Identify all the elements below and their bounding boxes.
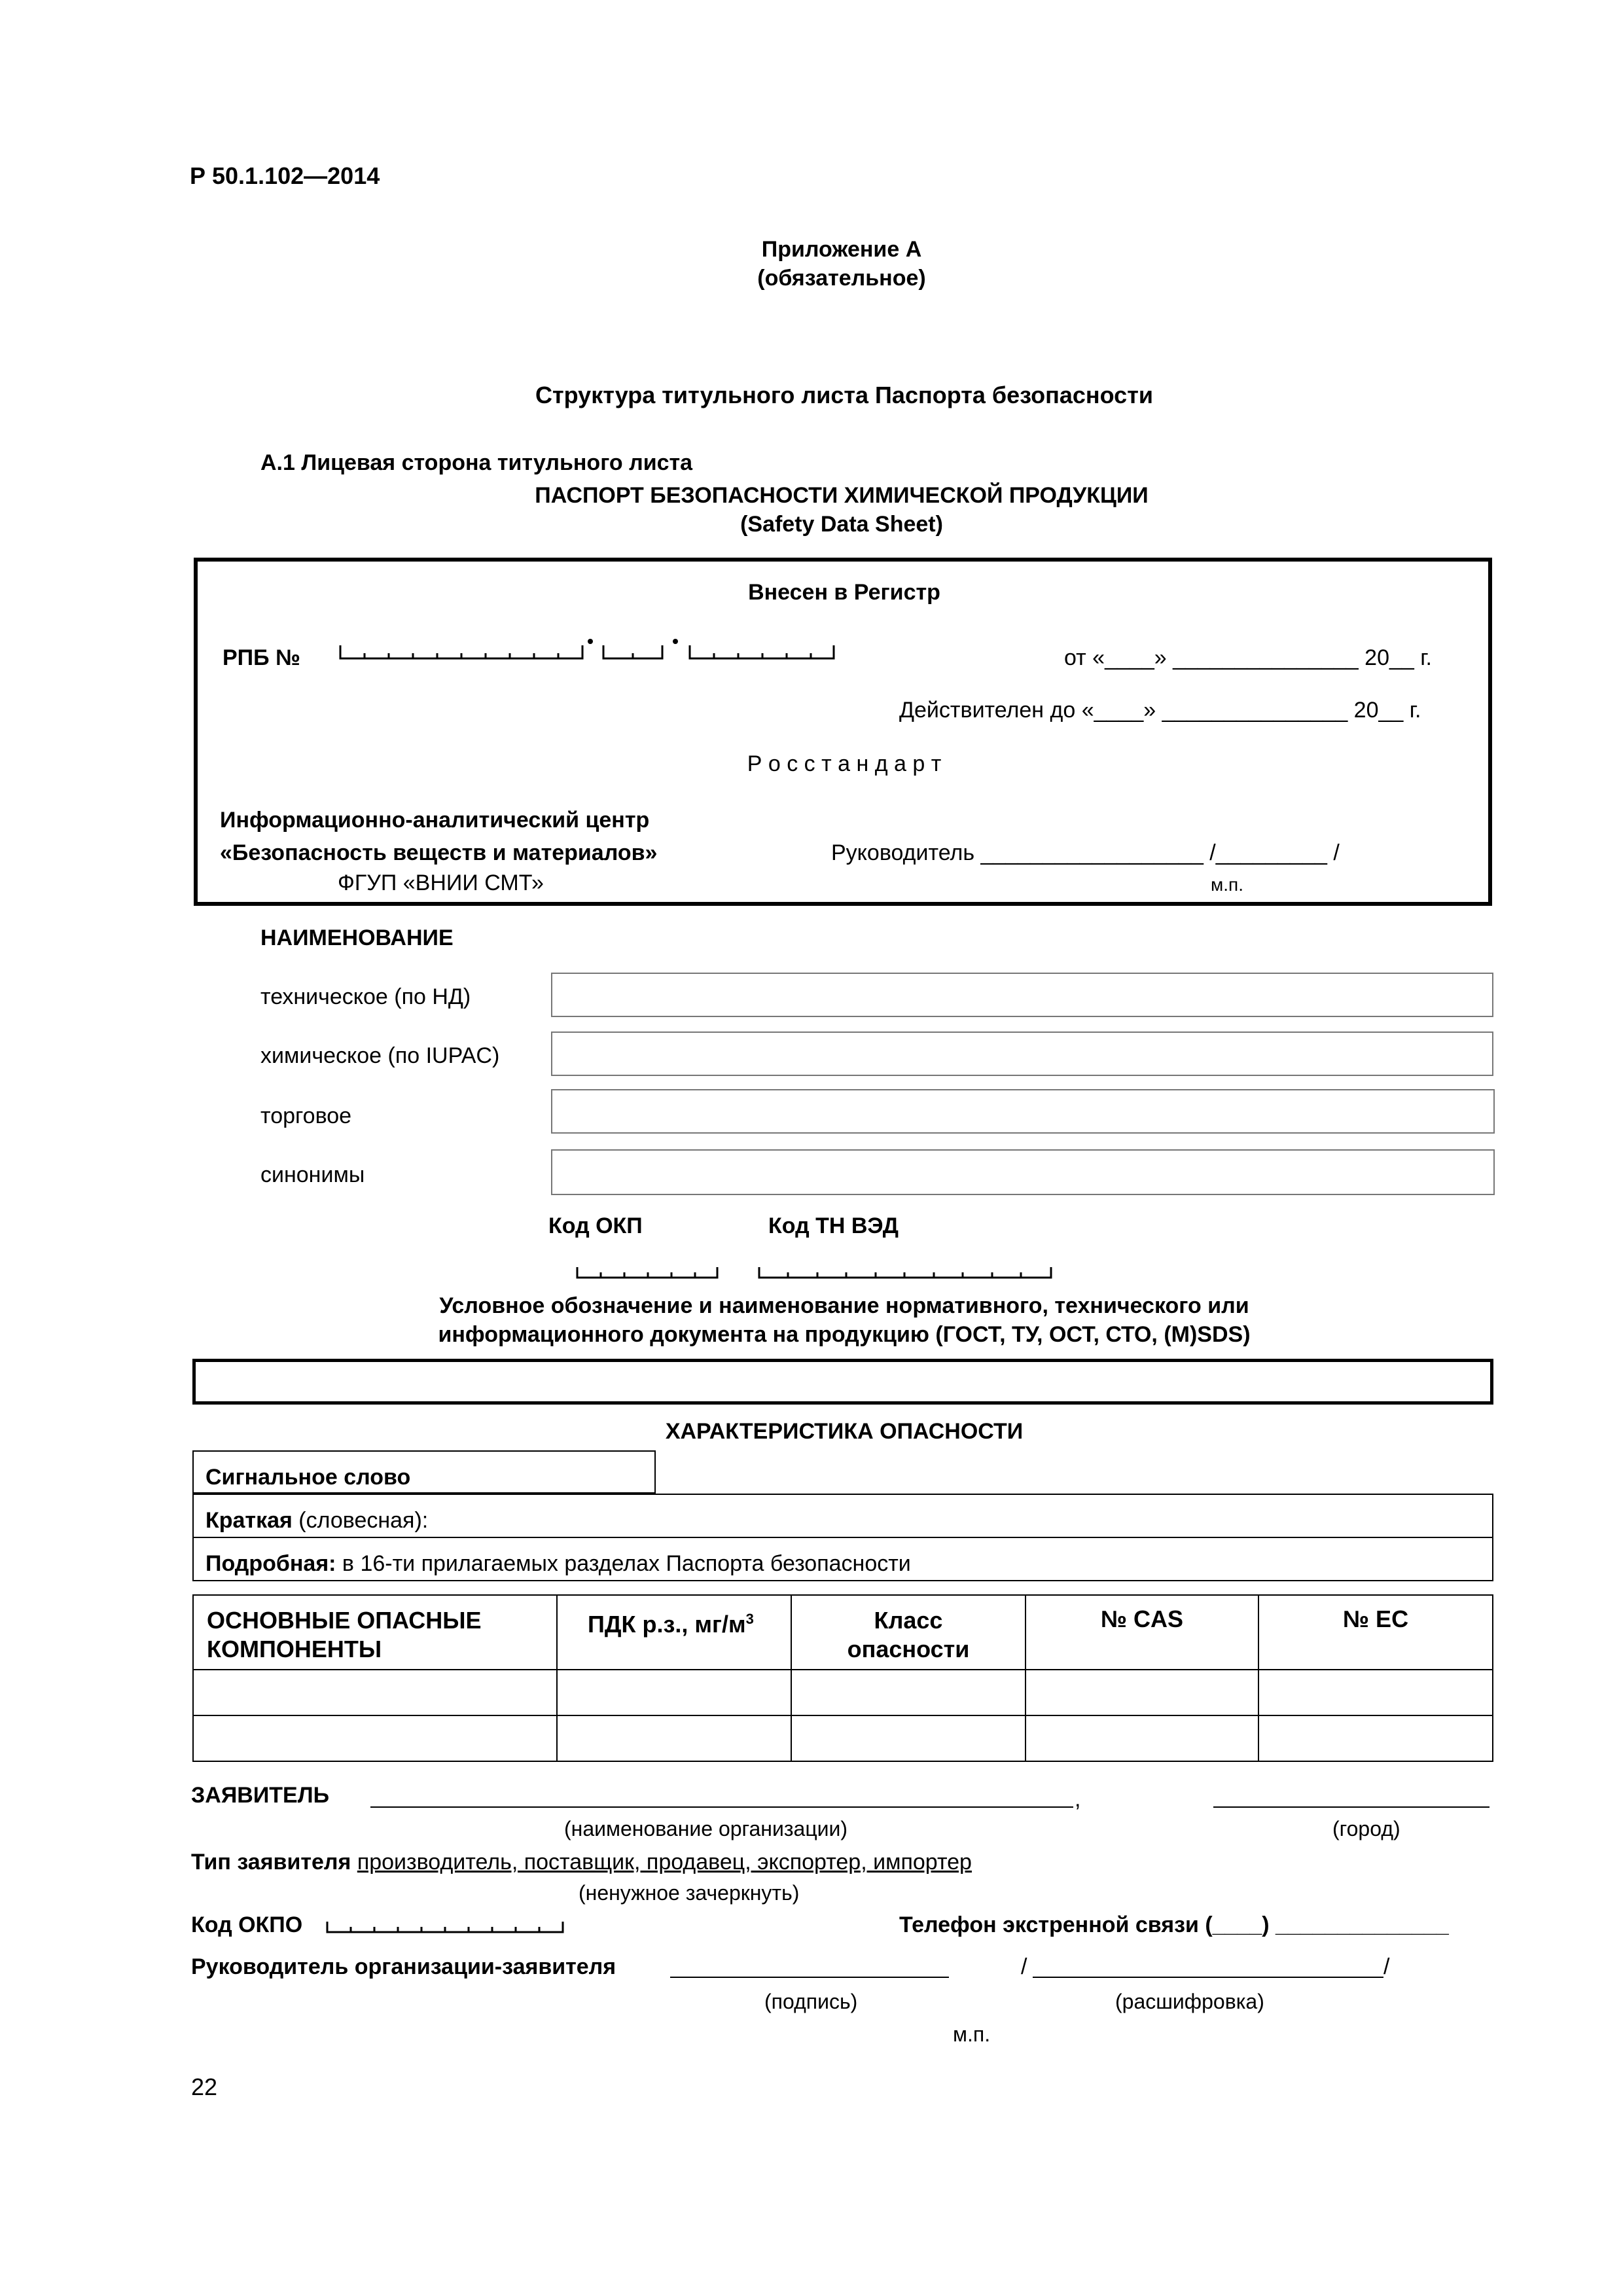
register-head-signature[interactable]: Руководитель __________________ /_________ /	[831, 840, 1340, 865]
naming-label-trade: торговое	[260, 1103, 352, 1128]
hazard-divider	[192, 1537, 1493, 1538]
brief-note: (словесная):	[292, 1508, 429, 1533]
table-cell[interactable]	[194, 1716, 556, 1761]
slash: /	[1383, 1954, 1390, 1979]
table-cell[interactable]	[558, 1670, 791, 1715]
appendix-note: (обязательное)	[757, 266, 926, 291]
page-number: 22	[191, 2073, 218, 2100]
column-header-mac	[588, 1605, 784, 1639]
rpb-number-field[interactable]	[339, 639, 836, 661]
register-heading: Внесен в Регистр	[748, 580, 940, 605]
subsection-title: А.1 Лицевая сторона титульного листа	[260, 450, 693, 475]
okpo-label: Код ОКПО	[191, 1912, 303, 1937]
tnved-code-label: Код ТН ВЭД	[768, 1213, 899, 1238]
applicant-type-row	[191, 1850, 972, 1875]
applicant-head-label: Руководитель организации-заявителя	[191, 1954, 616, 1979]
appendix-title: Приложение А	[761, 237, 922, 262]
applicant-stamp: м.п.	[953, 2022, 991, 2046]
applicant-label: ЗАЯВИТЕЛЬ	[191, 1783, 330, 1808]
center-name-line1: Информационно-аналитический центр	[220, 808, 650, 833]
brief-hazard-field[interactable]	[205, 1508, 428, 1534]
table-cell[interactable]	[792, 1670, 1025, 1715]
agency-name: Р о с с т а н д а р т	[747, 751, 942, 776]
hazard-heading: ХАРАКТЕРИСТИКА ОПАСНОСТИ	[665, 1419, 1024, 1444]
signature-note: (подпись)	[764, 1990, 858, 2013]
tnved-code-field[interactable]	[758, 1266, 1054, 1280]
table-cell[interactable]	[194, 1670, 556, 1715]
technical-name-input[interactable]	[551, 973, 1493, 1017]
column-header-ec	[1259, 1605, 1492, 1634]
table-cell[interactable]	[792, 1716, 1025, 1761]
column-header-hazard-class	[792, 1606, 1025, 1664]
chemical-name-input[interactable]	[551, 1031, 1493, 1076]
column-header-line: № ЕС	[1342, 1605, 1409, 1632]
superscript: 3	[745, 1611, 754, 1627]
detailed-note: в 16-ти прилагаемых разделах Паспорта безопасности	[336, 1551, 911, 1576]
table-cell[interactable]	[1259, 1670, 1492, 1715]
table-cell[interactable]	[558, 1716, 791, 1761]
applicant-org-line[interactable]	[370, 1787, 1073, 1808]
table-cell[interactable]	[1026, 1716, 1258, 1761]
register-stamp: м.п.	[1211, 874, 1243, 895]
passport-title: ПАСПОРТ БЕЗОПАСНОСТИ ХИМИЧЕСКОЙ ПРОДУКЦИИ	[535, 483, 1149, 508]
org-name-note: (наименование организации)	[564, 1817, 848, 1840]
okp-code-label: Код ОКП	[548, 1213, 643, 1238]
synonyms-input[interactable]	[551, 1149, 1495, 1195]
naming-label-technical: техническое (по НД)	[260, 984, 471, 1009]
column-header-line: Класс	[874, 1607, 943, 1634]
column-header-line: ПДК р.з., мг/м	[588, 1611, 746, 1638]
table-cell[interactable]	[1026, 1670, 1258, 1715]
comma: ,	[1075, 1787, 1081, 1812]
naming-label-synonyms: синонимы	[260, 1162, 365, 1187]
column-header-line: КОМПОНЕНТЫ	[207, 1636, 382, 1662]
detailed-label: Подробная:	[205, 1551, 336, 1576]
column-header-line: № CAS	[1100, 1605, 1184, 1632]
rpb-label: РПБ №	[223, 645, 300, 670]
document-number: Р 50.1.102—2014	[190, 162, 380, 189]
decode-note: (расшифровка)	[1115, 1990, 1264, 2013]
normative-caption-line2: информационного документа на продукцию (ГОСТ, ТУ, ОСТ, СТО, (М)SDS)	[438, 1322, 1251, 1347]
city-note: (город)	[1332, 1817, 1400, 1840]
strike-note: (ненужное зачеркнуть)	[579, 1881, 800, 1905]
signal-word-label: Сигнальное слово	[205, 1465, 411, 1490]
applicant-type-label: Тип заявителя	[191, 1850, 351, 1874]
detailed-hazard-field	[205, 1551, 911, 1577]
applicant-type-options[interactable]: производитель, поставщик, продавец, экспортер, импортер	[357, 1850, 972, 1874]
brief-label: Краткая	[205, 1508, 293, 1533]
column-header-line: опасности	[847, 1636, 970, 1662]
column-header-cas	[1026, 1605, 1258, 1634]
naming-heading: НАИМЕНОВАНИЕ	[260, 925, 454, 950]
emergency-phone-field[interactable]: Телефон экстренной связи (____) ______________	[899, 1912, 1449, 1937]
okp-code-field[interactable]	[576, 1266, 720, 1280]
center-name-line2: «Безопасность веществ и материалов»	[220, 840, 658, 865]
column-header-line: ОСНОВНЫЕ ОПАСНЫЕ	[207, 1607, 482, 1634]
head-name-line[interactable]	[1033, 1956, 1383, 1978]
applicant-city-line[interactable]	[1213, 1787, 1489, 1808]
passport-subtitle: (Safety Data Sheet)	[740, 512, 943, 537]
normative-caption-line1: Условное обозначение и наименование нормативного, технического или	[439, 1293, 1249, 1318]
valid-until-field[interactable]: Действителен до «____» _______________ 20__ г.	[899, 698, 1421, 723]
trade-name-input[interactable]	[551, 1089, 1495, 1134]
head-signature-line[interactable]	[670, 1956, 949, 1978]
table-cell[interactable]	[1259, 1716, 1492, 1761]
slash: /	[1021, 1954, 1027, 1979]
naming-label-chemical: химическое (по IUPAC)	[260, 1043, 500, 1068]
normative-document-input[interactable]	[192, 1359, 1493, 1405]
column-header-components	[207, 1606, 547, 1664]
section-title: Структура титульного листа Паспорта безопасности	[535, 382, 1153, 408]
okpo-code-field[interactable]	[326, 1920, 565, 1935]
center-name-line3: ФГУП «ВНИИ СМТ»	[338, 870, 544, 895]
from-date-field[interactable]: от «____» _______________ 20__ г.	[1064, 645, 1432, 670]
